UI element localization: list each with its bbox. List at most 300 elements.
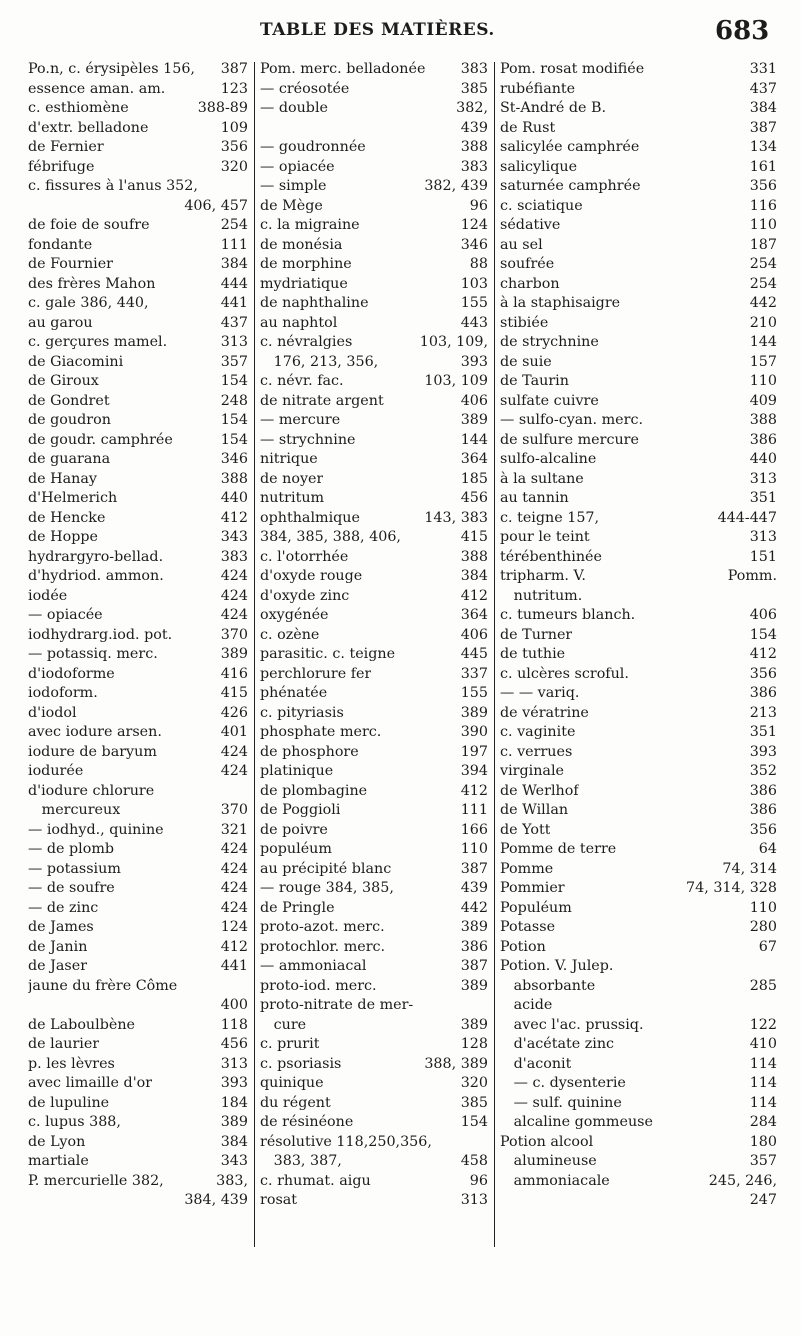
index-entry [28,762,248,782]
index-entry [28,275,248,295]
entry-page-numbers: 154 [749,626,777,643]
entry-page-numbers: 382, [456,100,488,116]
entry-term: — de soufre [28,880,115,896]
entry-term: protochlor. merc. [260,938,386,955]
index-entry [500,918,777,938]
index-entry [500,665,777,685]
index-entry [260,645,488,665]
index-entry [260,567,488,587]
index-entry [28,1191,248,1211]
entry-term: — potassium [28,860,121,877]
index-entry [260,1074,488,1094]
index-entry [28,821,248,841]
index-entry [260,60,488,80]
entry-page-numbers: 406 [460,392,488,409]
entry-page-numbers: 388 [460,548,488,565]
entry-term: platinique [260,763,334,779]
entry-page-numbers: 424 [220,587,248,604]
entry-term: ophthalmique [260,509,360,526]
entry-page-numbers: 424 [220,860,248,877]
entry-page-numbers: 110 [460,841,488,857]
entry-page-numbers: Pomm. [727,568,777,584]
index-entry [260,372,488,392]
index-entry [500,1113,777,1133]
entry-term: avec l'ac. prussiq. [500,1016,644,1033]
index-entry [260,528,488,548]
index-entry [260,197,488,217]
index-entry [28,392,248,412]
index-entry [28,489,248,509]
entry-page-numbers: 213 [749,704,777,721]
index-entry [500,99,777,119]
entry-page-numbers: 406 [460,626,488,643]
entry-term: avec limaille d'or [28,1075,153,1091]
entry-page-numbers: 388 [460,139,488,155]
entry-page-numbers: 416 [220,665,248,682]
index-entry [500,216,777,236]
entry-page-numbers: 356 [220,139,248,155]
entry-term: c. prurit [260,1036,320,1052]
entry-term: d'extr. belladone [28,119,149,136]
index-entry [260,216,488,236]
index-entry [260,177,488,197]
entry-term: de goudr. camphrée [28,431,173,448]
entry-page-numbers: 444-447 [717,509,777,526]
entry-term: 384, 385, 388, 406, [260,529,401,545]
entry-term: — ammoniacal [260,958,367,974]
entry-term: fébrifuge [28,158,95,175]
entry-page-numbers: 387 [749,119,777,136]
entry-term: hydrargyro-bellad. [28,548,164,565]
entry-term: — simple [260,178,327,194]
index-entry [500,470,777,490]
index-entry [260,665,488,685]
index-entry [500,80,777,100]
index-entry [260,1172,488,1192]
entry-term: de Fernier [28,139,104,155]
entry-term: nutritum. [500,587,583,604]
entry-page-numbers: 388-89 [197,100,248,116]
entry-term: rosat [260,1192,298,1208]
index-entry [28,957,248,977]
entry-term: phosphate merc. [260,724,382,740]
entry-term: de Turner [500,626,573,643]
index-entry [28,119,248,139]
index-entry [500,1094,777,1114]
entry-term: de goudron [28,412,111,428]
index-entry [260,353,488,373]
entry-page-numbers: 210 [749,314,777,331]
entry-page-numbers: 409 [749,392,777,409]
entry-page-numbers: 110 [749,373,777,389]
entry-page-numbers: 412 [749,646,777,662]
index-entry [260,743,488,763]
index-entry [500,938,777,958]
index-entry [500,548,777,568]
entry-term: c. vaginite [500,724,576,740]
index-entry [28,782,248,802]
entry-page-numbers: 385 [460,1094,488,1111]
entry-term: c. l'otorrhée [260,548,349,565]
index-entry [500,528,777,548]
entry-term: soufrée [500,256,555,272]
entry-term: d'hydriod. ammon. [28,568,164,584]
entry-term: charbon [500,275,560,292]
entry-page-numbers: 280 [749,919,777,935]
entry-term: iodure de baryum [28,743,157,760]
entry-page-numbers: 103, 109 [424,373,488,389]
index-entry [500,509,777,529]
index-entry [28,645,248,665]
entry-term: c. sciatique [500,197,583,214]
entry-page-numbers: 456 [460,490,488,506]
index-entry [260,294,488,314]
index-entry [28,216,248,236]
entry-term: martiale [28,1153,89,1169]
entry-page-numbers: 389 [460,704,488,721]
entry-page-numbers: 440 [220,490,248,506]
index-entry [260,840,488,860]
index-entry [28,1133,248,1153]
index-entry [28,996,248,1016]
entry-page-numbers: 388 [749,412,777,428]
index-entry [260,80,488,100]
entry-page-numbers: 384 [749,100,777,116]
entry-page-numbers: 370 [220,626,248,643]
entry-term: absorbante [500,977,596,994]
entry-page-numbers: 96 [469,1172,488,1189]
entry-page-numbers: 356 [749,665,777,682]
entry-page-numbers: 155 [460,295,488,311]
index-entry [28,684,248,704]
column-rule [254,62,255,1247]
index-column-3 [500,60,777,1211]
entry-term: P. mercurielle 382, [28,1172,164,1189]
entry-term: mercureux [28,802,121,818]
index-entry [500,957,777,977]
entry-page-numbers: 313 [220,334,248,350]
entry-page-numbers: 386 [749,802,777,818]
entry-page-numbers: 424 [220,743,248,760]
entry-page-numbers: 383, [216,1172,248,1189]
entry-term: c. névralgies [260,334,353,350]
entry-page-numbers: 321 [220,821,248,838]
entry-page-numbers: 111 [220,236,248,253]
index-entry [260,275,488,295]
entry-page-numbers: 114 [749,1075,777,1091]
index-entry [28,431,248,451]
entry-page-numbers: 114 [749,1094,777,1111]
index-entry [500,372,777,392]
entry-page-numbers: 387 [460,860,488,877]
entry-page-numbers: 166 [460,821,488,838]
index-entry [260,1113,488,1133]
index-entry [260,957,488,977]
index-entry [28,840,248,860]
entry-page-numbers: 389 [220,646,248,662]
entry-page-numbers: 415 [220,685,248,701]
entry-term: nitrique [260,451,318,467]
entry-term: de suie [500,353,552,370]
entry-term: de Hanay [28,470,97,487]
index-entry [28,1113,248,1133]
index-entry [500,996,777,1016]
index-entry [500,743,777,763]
index-entry [260,860,488,880]
index-entry [28,1074,248,1094]
entry-term: c. psoriasis [260,1055,342,1072]
index-entry [500,275,777,295]
index-entry [260,99,488,119]
index-entry [28,333,248,353]
entry-term: 176, 213, 356, [260,353,379,370]
entry-term: — sulfo-cyan. merc. [500,412,643,428]
index-entry [28,411,248,431]
index-entry [28,372,248,392]
entry-page-numbers: 154 [220,412,248,428]
entry-page-numbers: 387 [220,61,248,77]
entry-term: c. gerçures mamel. [28,334,168,350]
entry-term: essence aman. am. [28,80,166,97]
index-entry [500,684,777,704]
index-entry [28,665,248,685]
index-entry [28,743,248,763]
entry-term: proto-nitrate de mer- [260,997,414,1013]
entry-term: — c. dysenterie [500,1075,626,1091]
entry-term: d'Helmerich [28,490,118,506]
index-entry [500,450,777,470]
entry-page-numbers: 124 [220,919,248,935]
entry-page-numbers: 184 [220,1094,248,1111]
entry-term: de foie de soufre [28,217,150,233]
entry-term: perchlorure fer [260,665,372,682]
entry-page-numbers: 412 [460,587,488,604]
entry-page-numbers: 123 [220,80,248,97]
index-entry [260,158,488,178]
entry-term: tripharm. V. [500,568,586,584]
entry-page-numbers: 412 [220,509,248,526]
index-entry [260,704,488,724]
entry-page-numbers: 134 [749,139,777,155]
index-entry [260,626,488,646]
index-entry [260,450,488,470]
entry-term: au garou [28,314,93,331]
index-entry [28,860,248,880]
index-entry [500,977,777,997]
entry-term: des frères Mahon [28,275,156,292]
entry-page-numbers: 161 [749,158,777,175]
index-entry [260,1133,488,1153]
entry-page-numbers: 441 [220,295,248,311]
entry-term: iodhydrarg.iod. pot. [28,626,173,643]
index-entry [500,158,777,178]
entry-page-numbers: 343 [220,529,248,545]
entry-term: c. ozène [260,626,320,643]
entry-page-numbers: 88 [469,256,488,272]
entry-page-numbers: 74, 314 [722,860,777,877]
index-entry [260,782,488,802]
entry-page-numbers: 393 [749,743,777,760]
entry-term: jaune du frère Côme [28,977,178,994]
index-entry [28,197,248,217]
index-entry [260,606,488,626]
entry-page-numbers: 143, 383 [424,509,488,526]
entry-term: de sulfure mercure [500,431,639,448]
entry-term: Populéum [500,899,572,916]
entry-page-numbers: 357 [220,353,248,370]
index-entry [260,821,488,841]
index-entry [500,821,777,841]
index-entry [500,645,777,665]
entry-page-numbers: 155 [460,685,488,701]
entry-page-numbers: 443 [460,314,488,331]
entry-term: — sulf. quinine [500,1094,622,1111]
index-entry [260,509,488,529]
entry-term: de Hoppe [28,529,98,545]
entry-term: ammoniacale [500,1172,610,1189]
entry-term: de monésia [260,236,343,253]
entry-page-numbers: 124 [460,217,488,233]
entry-term: au précipité blanc [260,860,392,877]
entry-page-numbers: 386 [460,938,488,955]
entry-page-numbers: 103 [460,275,488,292]
entry-term: de morphine [260,256,352,272]
index-entry [260,138,488,158]
entry-page-numbers: 458 [460,1153,488,1169]
index-entry [500,236,777,256]
index-entry [260,411,488,431]
index-entry [28,353,248,373]
entry-term: de poivre [260,821,328,838]
index-entry [260,470,488,490]
index-entry [260,879,488,899]
entry-page-numbers: 383 [460,158,488,175]
entry-page-numbers: 154 [220,373,248,389]
entry-page-numbers: 284 [749,1114,777,1130]
entry-page-numbers: 401 [220,724,248,740]
entry-page-numbers: 390 [460,724,488,740]
index-entry [500,1016,777,1036]
entry-term: Pommier [500,880,565,896]
entry-term: oxygénée [260,607,329,623]
entry-term: d'oxyde zinc [260,587,350,604]
index-entry [28,879,248,899]
entry-term: nutritum [260,490,325,506]
entry-term: de phosphore [260,743,359,760]
column-rule [494,62,495,1247]
entry-page-numbers: 424 [220,763,248,779]
entry-page-numbers: 254 [220,217,248,233]
entry-page-numbers: 185 [460,470,488,487]
index-entry [260,587,488,607]
entry-page-numbers: 442 [460,899,488,916]
entry-term: acide [500,997,553,1013]
index-entry [28,314,248,334]
entry-page-numbers: 386 [749,685,777,701]
index-entry [28,509,248,529]
entry-term: au naphtol [260,314,338,331]
entry-term: de James [28,919,94,935]
index-entry [500,723,777,743]
entry-page-numbers: 437 [749,80,777,97]
entry-page-numbers: 393 [460,353,488,370]
entry-page-numbers: 424 [220,607,248,623]
index-entry [28,704,248,724]
entry-page-numbers: 424 [220,568,248,584]
index-entry [500,353,777,373]
entry-term: — strychnine [260,431,356,448]
entry-term: Pomme [500,860,554,877]
index-entry [260,801,488,821]
entry-page-numbers: 313 [220,1055,248,1072]
entry-term: — goudronnée [260,139,366,155]
index-entry [260,723,488,743]
index-entry [500,801,777,821]
entry-page-numbers: 313 [460,1192,488,1208]
entry-term: de Willan [500,802,569,818]
entry-term: de Werlhof [500,782,579,799]
entry-term: c. fissures à l'anus 352, [28,178,198,194]
entry-term: de Taurin [500,373,569,389]
entry-page-numbers: 384 [220,1133,248,1150]
index-entry [28,587,248,607]
entry-page-numbers: 426 [220,704,248,721]
index-entry [500,704,777,724]
entry-page-numbers: 357 [749,1153,777,1169]
entry-page-numbers: 442 [749,295,777,311]
index-entry [260,314,488,334]
entry-page-numbers: 439 [460,119,488,136]
entry-term: c. esthiomène [28,100,129,116]
entry-page-numbers: 424 [220,880,248,896]
index-entry [260,996,488,1016]
entry-page-numbers: 389 [460,977,488,994]
index-entry [260,255,488,275]
entry-page-numbers: 389 [460,1016,488,1033]
entry-term: d'oxyde rouge [260,568,363,584]
entry-page-numbers: 444 [220,275,248,292]
entry-term: de lupuline [28,1094,110,1111]
entry-page-numbers: 343 [220,1153,248,1169]
entry-term: de noyer [260,470,324,487]
entry-term: de Janin [28,938,88,955]
index-entry [500,1035,777,1055]
entry-term: de Rust [500,119,556,136]
entry-term: iodoform. [28,685,98,701]
entry-page-numbers: 346 [460,236,488,253]
index-entry [500,1133,777,1153]
entry-page-numbers: 103, 109, [419,334,488,350]
entry-page-numbers: 245, 246, [708,1172,777,1189]
index-entry [260,899,488,919]
entry-term: de laurier [28,1036,100,1052]
index-entry [28,899,248,919]
entry-term: de Poggioli [260,802,341,818]
entry-page-numbers: 352 [749,763,777,779]
index-entry [500,60,777,80]
entry-page-numbers: 386 [749,431,777,448]
entry-page-numbers: 386 [749,782,777,799]
entry-page-numbers: 389 [460,412,488,428]
entry-page-numbers: 370 [220,802,248,818]
entry-term: salicylée camphrée [500,139,640,155]
entry-term: St-André de B. [500,100,607,116]
entry-term: — iodhyd., quinine [28,821,164,838]
index-entry [260,1152,488,1172]
entry-term: — double [260,100,328,116]
entry-page-numbers: 74, 314, 328 [686,880,777,896]
entry-page-numbers: 439 [460,880,488,896]
